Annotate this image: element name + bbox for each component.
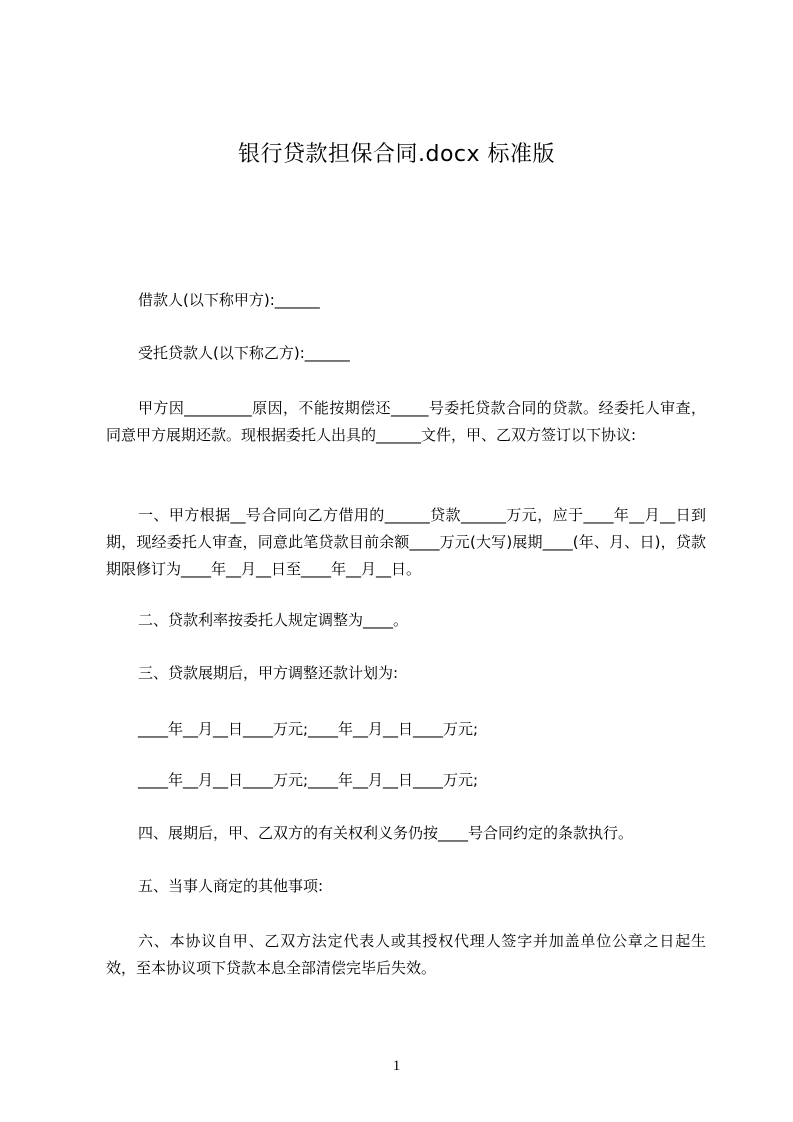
paragraph-clause-2: 二、贷款利率按委托人规定调整为____。 [138, 611, 409, 629]
paragraph-clause-1: 一、甲方根据__号合同向乙方借用的______贷款______万元，应于____年__月__日到期，现经委托人审查，同意此笔贷款目前余额____万元(大写)展期____(年、月、日)，贷款期限修订为____年__月__日至____年__月__日。 [106, 506, 706, 578]
page-number: 1 [392, 1058, 401, 1074]
paragraph-clause-5: 五、当事人商定的其他事项: [138, 877, 324, 895]
paragraph-repayment-line-2: ____年__月__日____万元;____年__月__日____万元; [138, 771, 479, 789]
document-title: 银行贷款担保合同.docx 标准版 [237, 142, 556, 167]
paragraph-repayment-line-1: ____年__月__日____万元;____年__月__日____万元; [138, 720, 479, 738]
paragraph-borrower: 借款人(以下称甲方):______ [138, 291, 320, 309]
paragraph-clause-3: 三、贷款展期后，甲方调整还款计划为: [138, 664, 399, 682]
paragraph-preamble: 甲方因_________原因，不能按期偿还_____号委托贷款合同的贷款。经委托人审查，同意甲方展期还款。现根据委托人出具的______文件，甲、乙双方签订以下协议: [106, 399, 706, 444]
paragraph-lender: 受托贷款人(以下称乙方):______ [138, 344, 350, 362]
paragraph-clause-6: 六、本协议自甲、乙双方法定代表人或其授权代理人签字并加盖单位公章之日起生效，至本协议项下贷款本息全部清偿完毕后失效。 [106, 932, 706, 977]
paragraph-clause-4: 四、展期后，甲、乙双方的有关权利义务仍按____号合同约定的条款执行。 [138, 824, 634, 842]
